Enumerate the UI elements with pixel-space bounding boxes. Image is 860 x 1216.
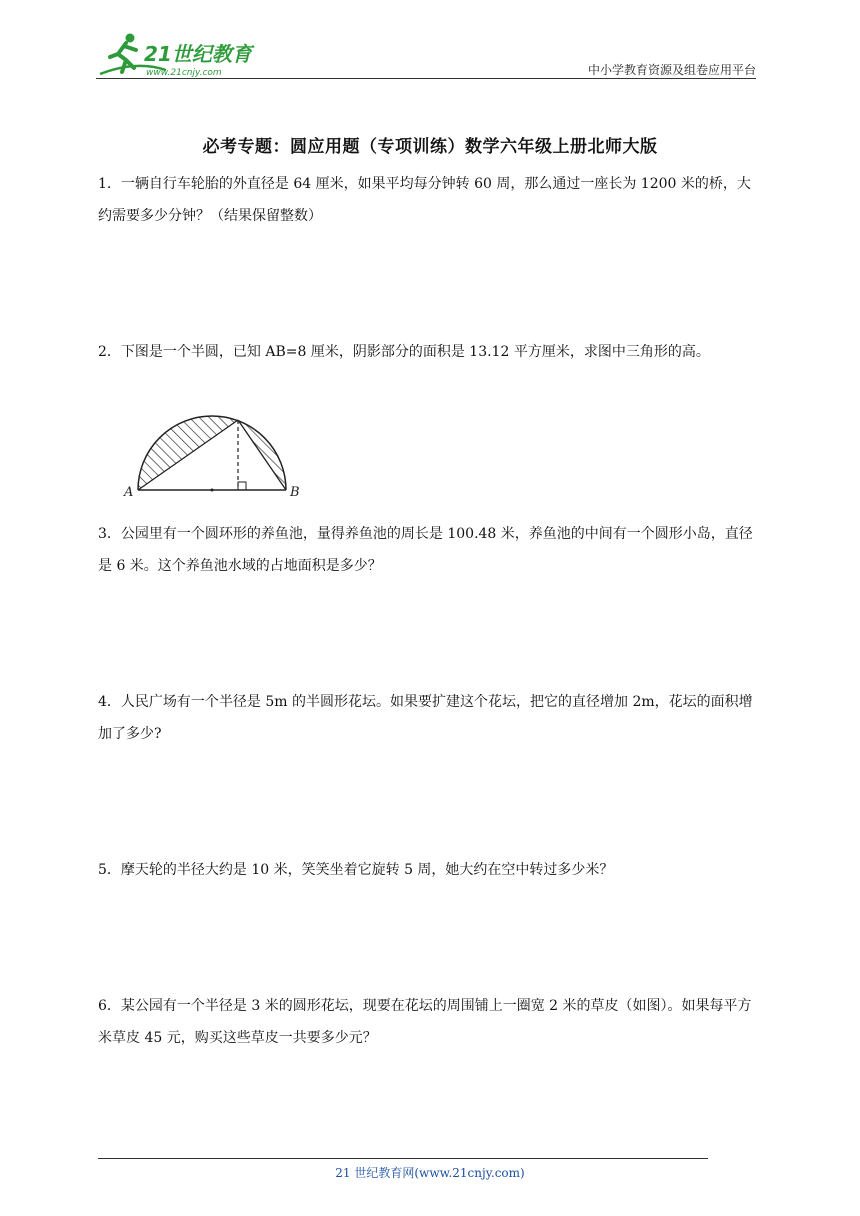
- header-divider: [96, 78, 756, 79]
- footer-link[interactable]: 21 世纪教育网(www.21cnjy.com): [335, 1166, 525, 1180]
- site-logo: [96, 30, 256, 80]
- question-5: 5．摩天轮的半径大约是 10 米，笑笑坐着它旋转 5 周，她大约在空中转过多少米？: [98, 862, 614, 878]
- question-6: 6．某公园有一个半径是 3 米的圆形花坛，现要在花坛的周围铺上一圈宽 2 米的草皮（如图）。如果每平方米草皮 45 元，购买这些草皮一共要多少元？: [98, 998, 752, 1046]
- question-1: 1．一辆自行车轮胎的外直径是 64 厘米，如果平均每分钟转 60 周，那么通过一座长为 1200 米的桥，大约需要多少分钟？（结果保留整数）: [98, 176, 751, 224]
- page-title: 必考专题：圆应用题（专项训练）数学六年级上册北师大版: [202, 137, 658, 157]
- footer-divider: [98, 1158, 708, 1159]
- logo-text: 21世纪教育: [144, 42, 252, 66]
- question-2: 2．下图是一个半圆，已知 AB=8 厘米，阴影部分的面积是 13.12 平方厘米，求图中三角形的高。: [98, 344, 710, 360]
- point-a-label: A: [124, 485, 134, 500]
- semicircle-figure: [120, 408, 320, 500]
- question-3: 3．公园里有一个圆环形的养鱼池，量得养鱼池的周长是 100.48 米，养鱼池的中间有一个圆形小岛，直径是 6 米。这个养鱼池水域的占地面积是多少？: [98, 526, 753, 574]
- logo-url: www.21cnjy.com: [146, 68, 222, 78]
- point-b-label: B: [290, 485, 300, 500]
- platform-label: 中小学教育资源及组卷应用平台: [587, 63, 756, 77]
- question-4: 4．人民广场有一个半径是 5m 的半圆形花坛。如果要扩建这个花坛，把它的直径增加 2m，花坛的面积增加了多少?: [98, 694, 753, 742]
